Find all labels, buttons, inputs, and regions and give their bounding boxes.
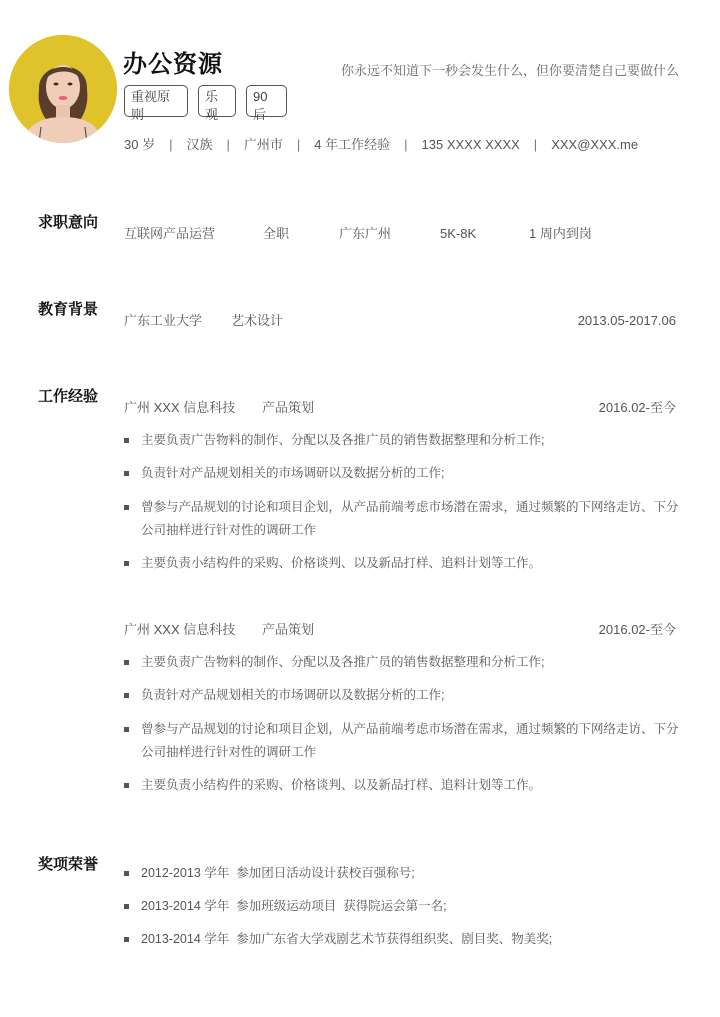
job-period: 2016.02-至今 [598,400,676,415]
job-type: 全职 [263,226,290,241]
company: 广州 XXX 信息科技 [124,622,236,637]
ethnicity: 汉族 [186,137,213,152]
separator: | [169,137,173,152]
award-item: 2013-2014 学年 参加广东省大学戏剧艺术节获得组织奖、剧目奖、物美奖; [124,928,680,951]
job-period: 2016.02-至今 [598,622,676,637]
email: XXX@XXX.me [551,137,639,152]
candidate-name: 办公资源 [123,51,223,78]
job-bullet: 主要负责广告物料的制作、分配以及各推广员的销售数据整理和分析工作; [124,651,680,674]
separator: | [404,137,408,152]
separator: | [533,137,538,152]
job-bullet: 主要负责广告物料的制作、分配以及各推广员的销售数据整理和分析工作; [124,429,680,452]
phone: 135 XXXX XXXX [421,137,520,152]
job-bullet: 主要负责小结构件的采购、价格谈判、以及新品打样、追料计划等工作。 [124,774,680,797]
target-role: 互联网产品运营 [124,226,216,241]
avatar [9,35,117,143]
salary-range: 5K-8K [440,226,477,241]
tag: 重视原则 [124,85,188,117]
tag: 乐观 [198,85,236,117]
job-bullet: 负责针对产品规划相关的市场调研以及数据分析的工作; [124,684,680,707]
position: 产品策划 [262,400,315,415]
job-bullet: 曾参与产品规划的讨论和项目企划，从产品前端考虑市场潜在需求，通过频繁的下网络走访、下分公司抽样进行针对性的调研工作 [124,496,680,542]
section-title-work: 工作经验 [38,388,99,405]
section-title-job-intention: 求职意向 [38,214,99,231]
section-title-awards: 奖项荣誉 [38,856,99,873]
availability: 1 周内到岗 [529,226,592,241]
position: 产品策划 [262,622,315,637]
section-title-education: 教育背景 [38,301,99,318]
age: 30 岁 [124,137,156,152]
award-item: 2013-2014 学年 参加班级运动项目 获得院运会第一名; [124,895,680,918]
job-bullet: 主要负责小结构件的采购、价格谈判、以及新品打样、追料计划等工作。 [124,552,680,575]
separator: | [226,137,230,152]
personality-tags [124,85,287,122]
education-period: 2013.05-2017.06 [577,313,676,328]
school: 广东工业大学 [124,313,203,328]
experience-years: 4 年工作经验 [314,137,391,152]
target-location: 广东广州 [339,226,392,241]
tag: 90 后 [246,85,287,117]
motto: 你永远不知道下一秒会发生什么，但你要清楚自己要做什么 [341,63,680,78]
separator: | [296,137,301,152]
city: 广州市 [243,137,283,152]
major: 艺术设计 [231,313,284,328]
job-bullet: 曾参与产品规划的讨论和项目企划，从产品前端考虑市场潜在需求，通过频繁的下网络走访、下分公司抽样进行针对性的调研工作 [124,718,680,764]
company: 广州 XXX 信息科技 [124,400,236,415]
personal-info [124,136,638,154]
award-item: 2012-2013 学年 参加团日活动设计获校百强称号; [124,862,680,885]
job-bullet: 负责针对产品规划相关的市场调研以及数据分析的工作; [124,462,680,485]
portrait-image [9,35,117,143]
